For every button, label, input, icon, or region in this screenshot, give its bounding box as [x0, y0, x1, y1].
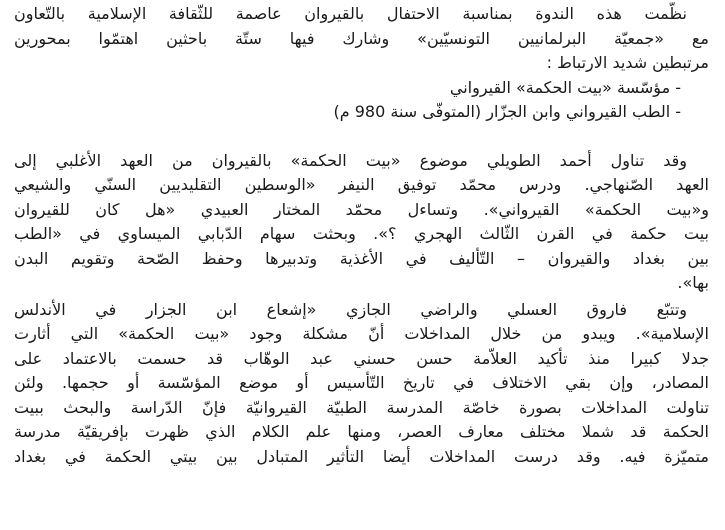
text-line: وقد تناول أحمد الطويلي موضوع «بيت الحكمة» بالقيروان من العهد الأغلبي إلى	[14, 150, 687, 170]
paragraph-contributions	[14, 149, 709, 296]
bullet-item: - الطب القيرواني وابن الجزّار (المتوفّى سنة 980 م)	[333, 102, 681, 121]
text-line: الإسلامية». ويبدو من خلال المداخلات أنّ مشكلة وجود «بيت الحكمة» التي أثارت	[14, 324, 709, 343]
text-line: و«بيت الحكمة» القيرواني». وتساءل محمّد المختار العبيدي «هل كان للقيروان	[14, 199, 709, 219]
paragraph-intro	[14, 2, 709, 76]
text-line: العهد الصّنهاجي. ودرس محمّد توفيق النيفر «الوسطين التقليديين السنّي والشيعي	[14, 175, 709, 194]
bullet-item: - مؤسّسة «بيت الحكمة» القيرواني	[449, 77, 681, 97]
text-line: وتتبّع فاروق العسلي والراضي الجازي «إشعاع ابن الجزار في الأندلس	[14, 299, 687, 319]
text-line: بها».	[677, 273, 709, 292]
paragraph-spacer	[14, 125, 709, 149]
text-line: بيت حكمة في القرن الثّالث الهجري ؟». وبحثت سهام الدّبابي الميساوي في «الطب	[14, 224, 709, 243]
bullet-list	[14, 76, 709, 125]
text-line: جدلا كبيرا منذ تأكيد العلاّمة حسن حسني عبد الوهّاب قد حسمت بالاعتماد على	[14, 348, 709, 368]
text-line: نظّمت هذه الندوة بمناسبة الاحتفال بالقيروان عاصمة للثّقافة الإسلامية بالتّعاون	[14, 4, 687, 23]
text-line: متميّزة فيه. وقد درست المداخلات أيضا التأثير المتبادل بين بيتي الحكمة في بغداد	[14, 446, 709, 466]
paragraph-analysis	[14, 298, 709, 470]
text-line: المصادر، وإن بقي الاختلاف في تاريخ التّأسيس أو موضع المؤسّسة أو حجمها. ولئن	[14, 373, 709, 392]
text-line: بين بغداد والقيروان – التّأليف في الأغذية وتدبيرها وحفظ الصّحة وتقويم البدن	[14, 248, 709, 268]
text-line: مع «جمعيّة البرلمانيين التونسيّين» وشارك فيها ستّة باحثين اهتمّوا بمحورين	[14, 28, 709, 48]
text-line: تناولت المداخلات بصورة خاصّة المدرسة الطبيّة القيروانيّة فإنّ الدّراسة والبحث ببيت	[14, 397, 709, 417]
text-line: الحكمة قد شملا مختلف معارف العصر، ومنها علم الكلام الذي ظهرت بإفريقيّة مدرسة	[14, 422, 709, 441]
text-line: مرتبطين شديد الارتباط :	[546, 53, 709, 72]
